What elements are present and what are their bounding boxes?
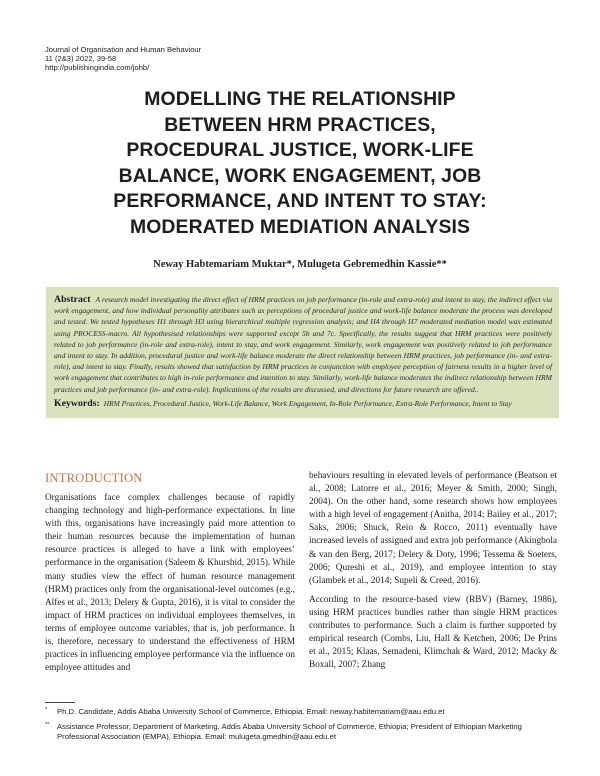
section-heading-introduction: INTRODUCTION bbox=[45, 471, 143, 485]
intro-paragraph-left: Organisations face complex challenges because of rapidly changing technology and high-performance expectations. In line with this, organisations have increasingly paid more attention to their human resources because the implementation of human resource practices is alleged to have a link with employees’ performance in the organisation (Saleem & Khurshid, 2015). While many studies view the effect of human resource management (HRM) practices only from the organisational-level outcomes (e.g., Alfes et al., 2013; Delery & Gupta, 2016), it is vital to consider the impact of HRM practices on individual employees themselves, in terms of employee outcome variables, that is, job performance. It is, therefore, necessary to understand the effectiveness of HRM practices in influencing employee performance via the influence on employee attitudes and bbox=[45, 493, 295, 674]
footnote-mark: ** bbox=[45, 721, 50, 728]
abstract-paragraph bbox=[54, 294, 552, 395]
title-line: PERFORMANCE, AND INTENT TO STAY: bbox=[113, 190, 487, 213]
abstract-label: Abstract bbox=[54, 294, 91, 305]
intro-paragraph-right-1: behaviours resulting in elevated levels of performance (Beatson et al., 2008; Latorre et al., 2016; Meyer & Smith, 2000; Singh, 2004). On the other hand, some research shows how employees with a high level of engagement (Anitha, 2014; Bailey et al., 2017; Saks, 2006; Shuck, Reio & Rocco, 2011) eventually have increased levels of assigned and extra job performance (Akingbola & van den Berg, 2017; Delery & Doty, 1996; Tessema & Soeters, 2006; Qureshi et al., 2019), and employee intention to stay (Glambek et al., 2014; Supeli & Creed, 2016). bbox=[309, 471, 557, 586]
left-column bbox=[45, 492, 295, 675]
footnotes bbox=[45, 705, 557, 745]
journal-url[interactable]: http://publishingindia.com/johb/ bbox=[45, 63, 150, 73]
title-line: BALANCE, WORK ENGAGEMENT, JOB bbox=[118, 164, 482, 187]
abstract-text: A research model investigating the direct effect of HRM practices on job performance (in-role and extra-role) and intent to stay, the indirect effect via work engagement, and how individual personality attributes such as perceptions of procedural justice and work-life balance moderate the process was developed and tested. We tested hypotheses H1 through H3 using hierarchical multiple regression analysis; and H4 through H7 moderated mediation model was estimated using PROCESS-macro. All hypothesised relationships were supported except 5b and 7c. Specifically, the results suggest that HRM practices were positively related to job performance (in-role and extra-role), intent to stay, and work engagement. Similarly, work engagement was positively related to job performance and intent to stay. In addition, procedural justice and work-life balance moderate the direct relationship between HRM practices, job performance (in- and extra-role), and intent to stay. Finally, results showed that satisfaction by HRM practices in conjunction with employee perception of fairness results in a higher level of work engagement that contributes to high in-role performance and intention to stay. Similarly, work-life balance moderates the indirect relationship between HRM practices and job performance (in- and extra-role). Implications of the results are discussed, and directions for future research are offered.. bbox=[54, 295, 552, 394]
journal-header bbox=[45, 45, 201, 73]
title-line: BETWEEN HRM PRACTICES, bbox=[164, 113, 436, 136]
journal-name: Journal of Organisation and Human Behaviour bbox=[45, 45, 202, 54]
intro-paragraph-right-2: According to the resource-based view (RBV) (Barney, 1986), using HRM practices bundles rather than single HRM practices contributes to performance. Such a claim is further supported by empirical research (Combs, Liu, Hall & Ketchen, 2006; De Prins et al., 2015; Klaas, Semadeni, Klimchak & Ward, 2012; Macky & Boxall, 2007; Zhang bbox=[309, 594, 557, 671]
footnote-mark: * bbox=[45, 707, 48, 713]
title-line: PROCEDURAL JUSTICE, WORK-LIFE bbox=[126, 139, 474, 162]
right-column bbox=[309, 470, 557, 672]
authors: Neway Habtemariam Muktar*, Mulugeta Gebremedhin Kassie** bbox=[153, 259, 447, 270]
footnote-text: Assistance Professor, Department of Marketing, Addis Ababa University School of Commerce, Ethiopia; President of Ethiopian Marketing Professional Association (EMPA), Ethiopia. Email: mulugeta.gmedhin@aau.edu.et bbox=[57, 721, 522, 742]
journal-issue: 11 (2&3) 2022, 39-58 bbox=[45, 54, 117, 64]
footnote-divider bbox=[45, 702, 75, 703]
abstract-box bbox=[46, 287, 559, 418]
paper-title bbox=[50, 87, 550, 241]
keywords-paragraph bbox=[54, 398, 552, 409]
footnote bbox=[45, 720, 557, 743]
keywords-text: HRM Practices, Procedural Justice, Work-Life Balance, Work Engagement, In-Role Performance, Extra-Role Performance, Intent to Stay bbox=[103, 398, 512, 408]
footnote-text: Ph.D. Candidate, Addis Ababa University School of Commerce, Ethiopia. Email: neway.habitemariam@aau.edu.et bbox=[57, 707, 445, 716]
title-line: MODELLING THE RELATIONSHIP bbox=[144, 88, 456, 110]
title-line: MODERATED MEDIATION ANALYSIS bbox=[130, 215, 470, 238]
footnote bbox=[45, 705, 557, 718]
keywords-label: Keywords: bbox=[54, 397, 100, 409]
